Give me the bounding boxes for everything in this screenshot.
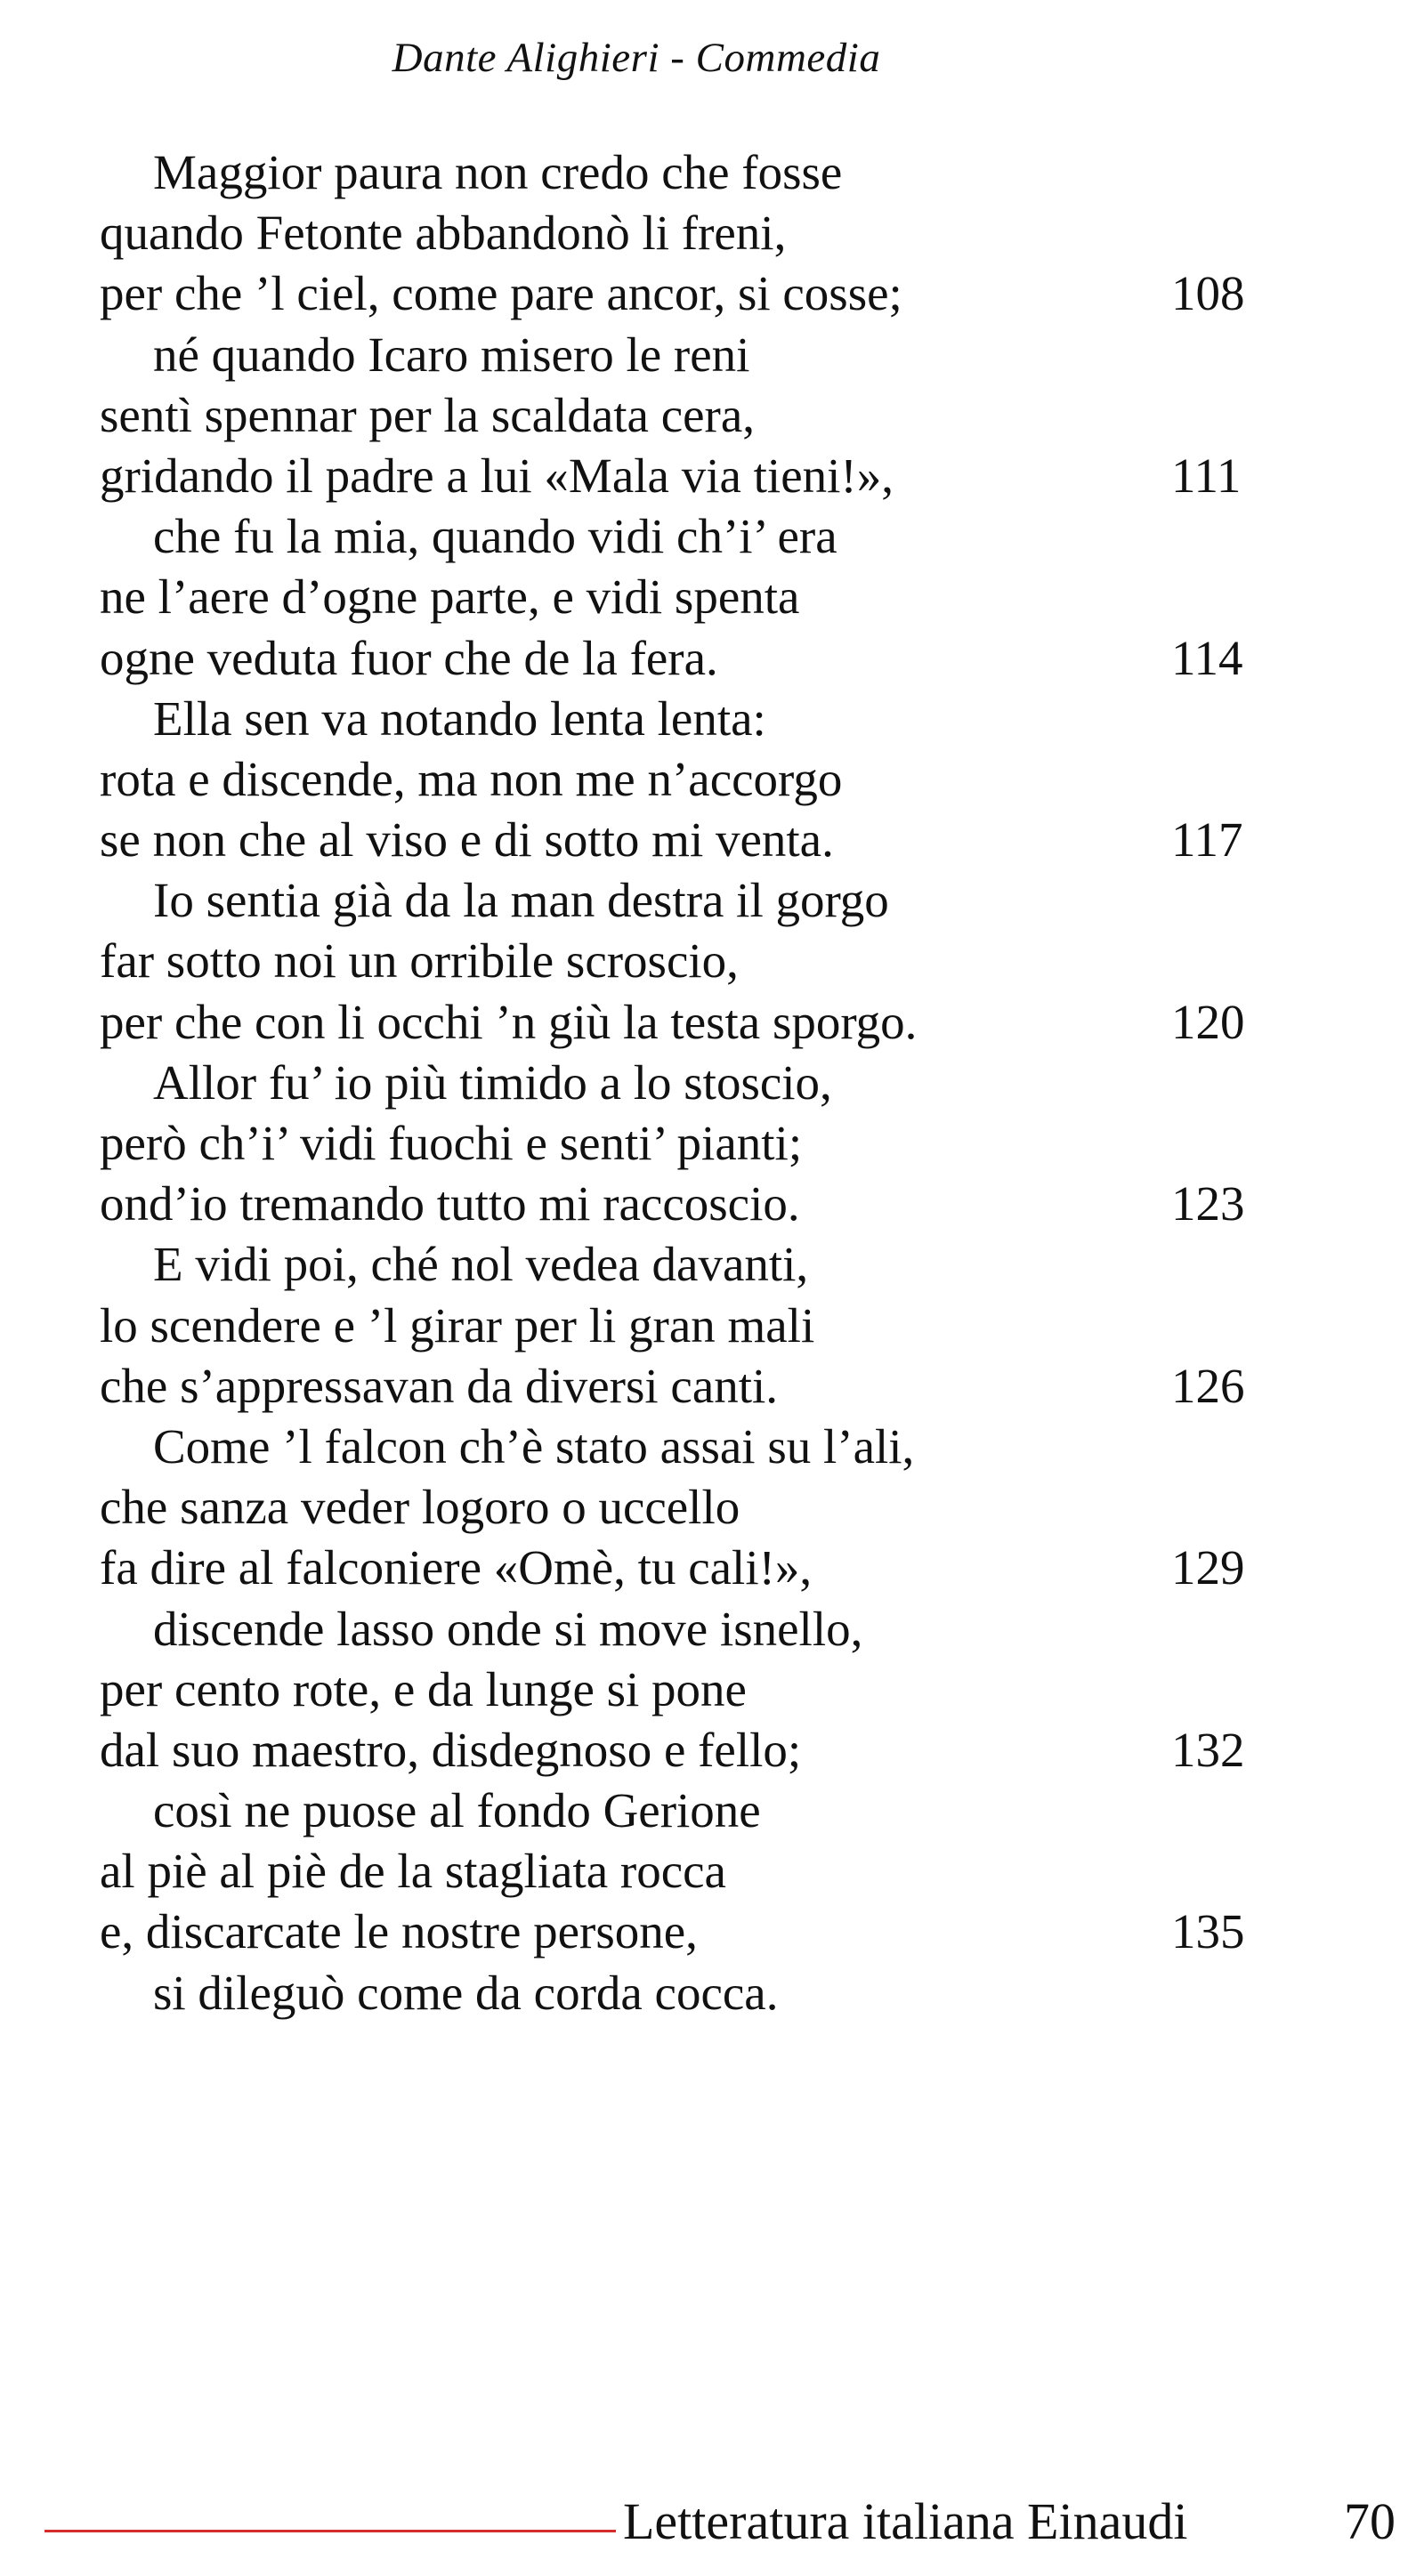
verse-text: per cento rote, e da lunge si pone	[100, 1661, 747, 1716]
verse-line	[100, 689, 1257, 749]
verse-text: gridando il padre a lui «Mala via tieni!»,	[100, 448, 894, 503]
running-header: Dante Alighieri - Commedia	[392, 35, 881, 81]
verse-line	[100, 1234, 1257, 1295]
verse-text: far sotto noi un orribile scroscio,	[100, 933, 739, 989]
verse-line	[100, 1781, 1257, 1841]
verse-text: ond’io tremando tutto mi raccoscio.	[100, 1176, 800, 1231]
verse-line	[100, 203, 1257, 263]
verse-text: Allor fu’ io più timido a lo stoscio,	[153, 1054, 832, 1110]
verse-text: sentì spennar per la scaldata cera,	[100, 387, 756, 442]
verse-text: Maggior paura non credo che fosse	[153, 145, 843, 199]
verse-number: 117	[1171, 812, 1243, 868]
verse-number: 114	[1171, 630, 1243, 685]
verse-line	[100, 1599, 1257, 1659]
footer-rule	[44, 2530, 616, 2532]
verse-number: 108	[1171, 266, 1245, 321]
verse-text: E vidi poi, ché nol vedea davanti,	[153, 1237, 809, 1292]
footer-publisher: Letteratura italiana Einaudi	[623, 2492, 1188, 2550]
verse-number: 120	[1171, 994, 1245, 1049]
verse-text: così ne puose al fondo Gerione	[153, 1783, 761, 1838]
verse-text: per che con li occhi ’n giù la testa sporgo.	[100, 994, 918, 1049]
verse-line	[100, 870, 1257, 931]
verse-text: discende lasso onde si move isnello,	[153, 1601, 863, 1656]
verse-text: però ch’i’ vidi fuochi e senti’ pianti;	[100, 1116, 803, 1170]
verse-line	[100, 810, 1257, 870]
verse-line	[100, 1174, 1257, 1234]
verse-line	[100, 992, 1257, 1053]
verse-line	[100, 446, 1257, 506]
verse-text: che s’appressavan da diversi canti.	[100, 1358, 779, 1413]
verse-text: fa dire al falconiere «Omè, tu cali!»,	[100, 1540, 813, 1595]
verse-text: Io sentia già da la man destra il gorgo	[153, 873, 889, 928]
verse-text: Ella sen va notando lenta lenta:	[153, 690, 766, 746]
verse-line	[100, 1417, 1257, 1477]
verse-line	[100, 1659, 1257, 1720]
verse-text: per che ’l ciel, come pare ancor, si cosse;	[100, 266, 902, 321]
verse-line	[100, 1477, 1257, 1538]
verse-text: che fu la mia, quando vidi ch’i’ era	[153, 509, 837, 564]
verse-line	[100, 385, 1257, 446]
verse-number: 135	[1171, 1904, 1245, 1959]
verse-line	[100, 506, 1257, 567]
verse-line	[100, 142, 1257, 203]
verse-text: rota e discende, ma non me n’accorgo	[100, 751, 843, 806]
verse-text: quando Fetonte abbandonò li freni,	[100, 206, 787, 261]
verse-text: ne l’aere d’ogne parte, e vidi spenta	[100, 569, 800, 625]
page-number: 70	[1344, 2492, 1396, 2550]
verse-line	[100, 628, 1257, 689]
verse-line	[100, 1296, 1257, 1356]
verse-text: si dileguò come da corda cocca.	[153, 1965, 779, 2020]
verse-text: lo scendere e ’l girar per li gran mali	[100, 1297, 815, 1353]
page-footer	[0, 2483, 1424, 2563]
verse-text: che sanza veder logoro o uccello	[100, 1480, 740, 1535]
verse-number: 132	[1171, 1722, 1245, 1777]
verse-text: al piè al piè de la stagliata rocca	[100, 1844, 726, 1899]
verse-line	[100, 1113, 1257, 1174]
verse-list	[100, 142, 1257, 2023]
verse-text: e, discarcate le nostre persone,	[100, 1904, 698, 1959]
verse-line	[100, 1902, 1257, 1962]
verse-text: né quando Icaro misero le reni	[153, 327, 750, 382]
verse-line	[100, 567, 1257, 627]
verse-line	[100, 1720, 1257, 1781]
verse-line	[100, 1538, 1257, 1598]
verse-text: dal suo maestro, disdegnoso e fello;	[100, 1722, 802, 1777]
verse-line	[100, 931, 1257, 991]
verse-text: Come ’l falcon ch’è stato assai su l’ali,	[153, 1418, 915, 1474]
verse-line	[100, 1356, 1257, 1417]
verse-number: 126	[1171, 1358, 1245, 1413]
verse-number: 123	[1171, 1176, 1245, 1231]
verse-line	[100, 263, 1257, 324]
verse-text: ogne veduta fuor che de la fera.	[100, 630, 718, 685]
verse-line	[100, 1841, 1257, 1902]
verse-line	[100, 325, 1257, 385]
verse-line	[100, 1963, 1257, 2023]
verse-number: 129	[1171, 1540, 1245, 1595]
verse-line	[100, 749, 1257, 810]
verse-number: 111	[1171, 448, 1242, 503]
verse-text: se non che al viso e di sotto mi venta.	[100, 812, 834, 868]
verse-line	[100, 1053, 1257, 1113]
